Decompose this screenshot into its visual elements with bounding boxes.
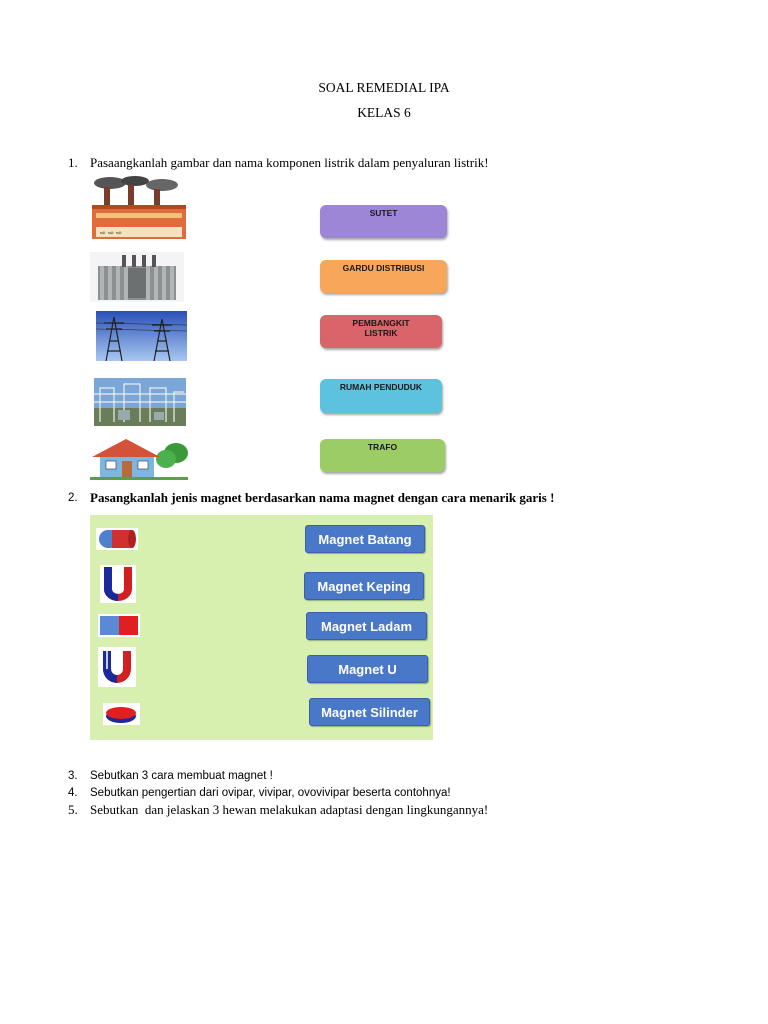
label-trafo — [320, 439, 445, 472]
question-text: Sebutkan pengertian dari ovipar, vivipar, ovovivipar beserta contohnya! — [90, 787, 451, 799]
label-text: RUMAH PENDUDUK — [339, 382, 423, 392]
transformer-image — [90, 252, 184, 302]
power-plant-image — [90, 175, 188, 240]
horseshoe-magnet-icon — [98, 647, 136, 687]
label-sutet — [320, 205, 447, 238]
bar-magnet-icon — [98, 614, 140, 637]
label-text: PEMBANGKIT LISTRIK — [352, 318, 410, 338]
label-rumah-penduduk — [320, 379, 442, 413]
question-text: Pasaangkanlah gambar dan nama komponen listrik dalam penyaluran listrik! — [90, 155, 489, 170]
svg-text:⇨ ⇨ ⇨: ⇨ ⇨ ⇨ — [100, 229, 123, 237]
question-number: 2. — [68, 492, 78, 504]
question-number: 1. — [68, 155, 78, 170]
question-number: 5. — [68, 802, 78, 817]
house-image — [90, 437, 188, 480]
page-subtitle: KELAS 6 — [357, 105, 411, 120]
u-magnet-icon — [100, 565, 136, 603]
label-pembangkit-listrik — [320, 315, 442, 348]
cylinder-magnet-icon — [96, 528, 138, 550]
disc-magnet-icon — [103, 703, 140, 725]
label-text: GARDU DISTRIBUSI — [342, 263, 425, 273]
label-gardu-distribusi — [320, 260, 447, 293]
question-text: Sebutkan 3 cara membuat magnet ! — [90, 770, 273, 782]
substation-image — [94, 378, 186, 426]
label-text: SUTET — [369, 208, 398, 218]
question-number: 3. — [68, 770, 78, 782]
question-text: Sebutkan dan jelaskan 3 hewan melakukan adaptasi dengan lingkungannya! — [90, 802, 489, 817]
question-number: 4. — [68, 787, 78, 799]
magnet-silinder-label: Magnet Silinder — [309, 698, 430, 726]
question-text: Pasangkanlah jenis magnet berdasarkan nama magnet dengan cara menarik garis ! — [90, 490, 555, 505]
magnet-keping-label: Magnet Keping — [304, 572, 424, 600]
magnet-ladam-label: Magnet Ladam — [306, 612, 427, 640]
magnet-batang-label: Magnet Batang — [305, 525, 425, 553]
page-title: SOAL REMEDIAL IPA — [318, 80, 450, 95]
magnet-u-label: Magnet U — [307, 655, 428, 683]
transmission-tower-image — [96, 311, 187, 361]
label-text: TRAFO — [367, 442, 398, 452]
